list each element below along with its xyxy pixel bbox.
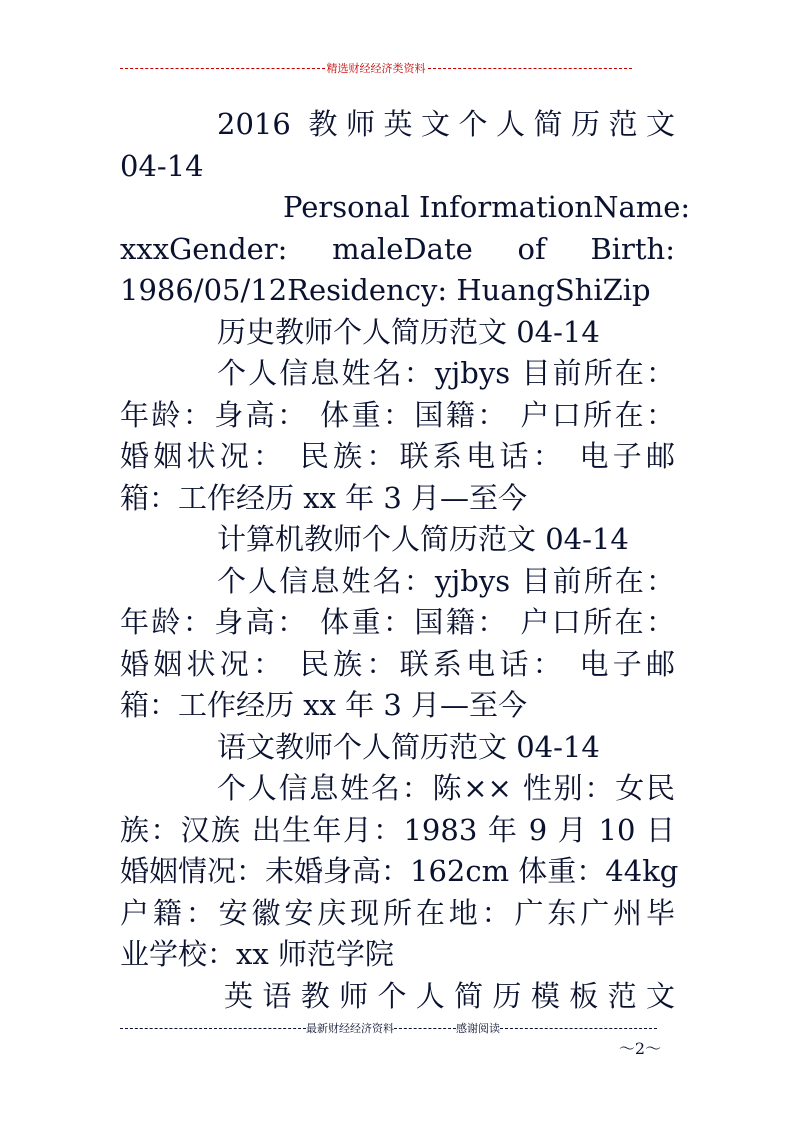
page-footer [120, 1018, 657, 1038]
text-line: 婚姻状况： 民族：联系电话： 电子邮 [120, 439, 675, 473]
header-dash-left [120, 68, 325, 69]
section-heading: 语文教师个人简历范文 04-14 [217, 729, 600, 764]
text-line: 箱：工作经历 xx 年 3 月—至今 [120, 688, 528, 722]
text-line: 04-14 [120, 148, 204, 183]
text-line: 个人信息姓名：yjbys 目前所在： [217, 563, 675, 598]
text-line: 户籍：安徽安庆现所在地：广东广州毕 [120, 895, 675, 930]
header-dash-right [428, 68, 633, 69]
section-heading: 历史教师个人简历范文 04-14 [217, 314, 600, 349]
text-line: 年龄：身高： 体重：国籍： 户口所在： [120, 605, 675, 639]
section-heading: 英语教师个人简历模板范文 [224, 978, 675, 1013]
text-line: 1986/05/12Residency: HuangShiZip [120, 273, 651, 307]
footer-dash-mid [394, 1028, 456, 1029]
footer-right-text: 感谢阅读 [456, 1022, 500, 1035]
header-text: 精选财经经济类资料 [326, 62, 426, 75]
title-line: 2016 教师英文个人简历范文 [217, 107, 675, 141]
footer-dash-left [120, 1028, 306, 1029]
section-heading: 计算机教师个人简历范文 04-14 [217, 522, 629, 556]
text-line: xxxGender: maleDate of Birth: [120, 231, 675, 266]
page-header [120, 58, 632, 78]
text-line: 婚姻情况：未婚身高：162cm 体重：44kg [120, 854, 679, 888]
text-line: 婚姻状况： 民族：联系电话： 电子邮 [120, 646, 675, 681]
text-line: 箱：工作经历 xx 年 3 月—至今 [120, 480, 528, 515]
text-line: 族：汉族 出生年月：1983 年 9 月 10 日 [120, 812, 675, 847]
text-line: Personal InformationName: [283, 190, 691, 224]
text-line: 业学校：xx 师范学院 [120, 937, 394, 971]
page-number: ～2～ [618, 1039, 662, 1058]
document-body [120, 104, 691, 1017]
text-line: 年龄：身高： 体重：国籍： 户口所在： [120, 397, 675, 432]
footer-left-text: 最新财经经济资料 [306, 1022, 394, 1035]
footer-dash-right [500, 1028, 657, 1029]
text-line: 个人信息姓名：yjbys 目前所在： [217, 356, 675, 390]
text-line: 个人信息姓名：陈×× 性别：女民 [217, 771, 675, 805]
